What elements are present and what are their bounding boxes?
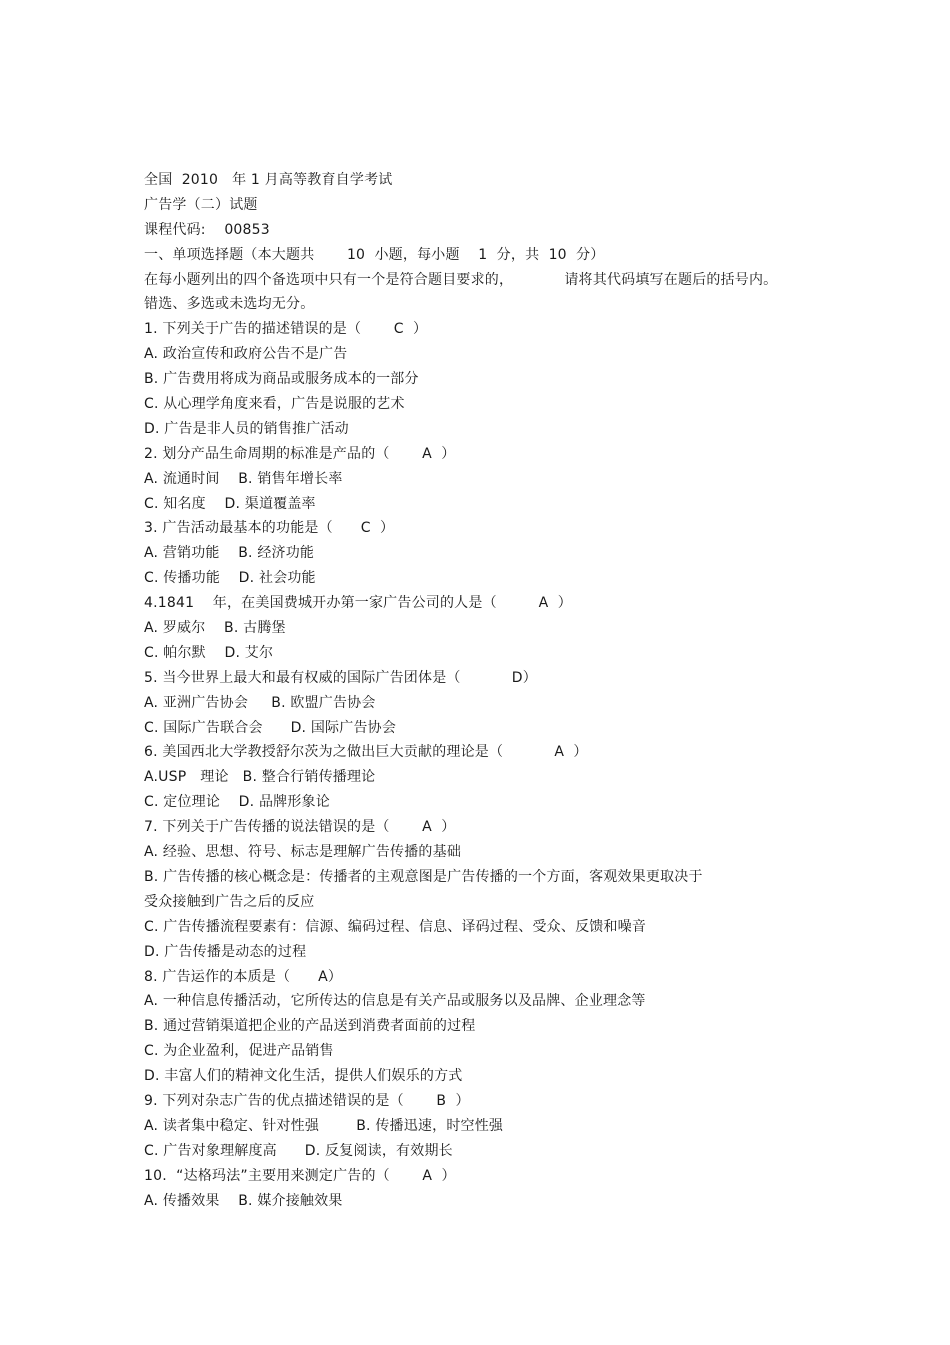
question-4-options: A. 罗威尔 B. 古腾堡 (144, 620, 286, 637)
question-1: 1. 下列关于广告的描述错误的是（ C ） (144, 321, 428, 338)
question-7: 7. 下列关于广告传播的说法错误的是（ A ） (144, 819, 456, 836)
question-10: 10. “达格玛法”主要用来测定广告的（ A ） (144, 1167, 456, 1184)
question-6-options: C. 定位理论 D. 品牌形象论 (144, 794, 330, 811)
question-2: 2. 划分产品生命周期的标准是产品的（ A ） (144, 445, 456, 462)
instruction-line: 在每小题列出的四个备选项中只有一个是符合题目要求的， 请将其代码填写在题后的括号内。 (144, 271, 778, 288)
question-6-options: A.USP 理论 B. 整合行销传播理论 (144, 769, 376, 786)
question-3-options: A. 营销功能 B. 经济功能 (144, 545, 315, 562)
question-2-options: C. 知名度 D. 渠道覆盖率 (144, 495, 316, 512)
exam-header-line: 全国 2010 年 1 月高等教育自学考试 (144, 172, 393, 188)
question-1-option: A. 政治宣传和政府公告不是广告 (144, 346, 348, 363)
question-4-options: C. 帕尔默 D. 艾尔 (144, 644, 274, 661)
question-7-option: A. 经验、思想、符号、标志是理解广告传播的基础 (144, 844, 462, 861)
question-6: 6. 美国西北大学教授舒尔茨为之做出巨大贡献的理论是（ A ） (144, 744, 588, 761)
question-9: 9. 下列对杂志广告的优点描述错误的是（ B ） (144, 1092, 470, 1109)
question-8-option: D. 丰富人们的精神文化生活，提供人们娱乐的方式 (144, 1068, 463, 1085)
exam-subject-title: 广告学（二）试题 (144, 196, 258, 213)
question-9-options: A. 读者集中稳定、针对性强 B. 传播迅速，时空性强 (144, 1117, 504, 1134)
question-8-option: C. 为企业盈利，促进产品销售 (144, 1043, 334, 1060)
question-10-options: A. 传播效果 B. 媒介接触效果 (144, 1192, 343, 1209)
question-7-option: B. 广告传播的核心概念是：传播者的主观意图是广告传播的一个方面，客观效果更取决于 (144, 868, 703, 885)
exam-text-body (144, 168, 924, 1213)
course-code-line: 课程代码: 00853 (144, 221, 270, 238)
question-5: 5. 当今世界上最大和最有权威的国际广告团体是（ D） (144, 669, 537, 686)
question-7-option: D. 广告传播是动态的过程 (144, 943, 307, 960)
question-8-option: A. 一种信息传播活动，它所传达的信息是有关产品或服务以及品牌、企业理念等 (144, 993, 646, 1010)
question-5-options: A. 亚洲广告协会 B. 欧盟广告协会 (144, 694, 376, 711)
question-1-option: B. 广告费用将成为商品或服务成本的一部分 (144, 371, 419, 388)
question-1-option: D. 广告是非人员的销售推广活动 (144, 420, 349, 437)
question-8-option: B. 通过营销渠道把企业的产品送到消费者面前的过程 (144, 1018, 476, 1035)
question-3-options: C. 传播功能 D. 社会功能 (144, 570, 316, 587)
question-5-options: C. 国际广告联合会 D. 国际广告协会 (144, 719, 397, 736)
question-2-options: A. 流通时间 B. 销售年增长率 (144, 470, 343, 487)
question-4: 4.1841 年，在美国费城开办第一家广告公司的人是（ A ） (144, 595, 572, 612)
instruction-line: 错选、多选或未选均无分。 (144, 296, 315, 313)
question-9-options: C. 广告对象理解度高 D. 反复阅读，有效期长 (144, 1142, 453, 1159)
question-7-option-continued: 受众接触到广告之后的反应 (144, 893, 315, 910)
question-1-option: C. 从心理学角度来看，广告是说服的艺术 (144, 396, 405, 413)
question-3: 3. 广告活动最基本的功能是（ C ） (144, 520, 395, 537)
section-heading: 一、单项选择题（本大题共 10 小题，每小题 1 分，共 10 分） (144, 246, 605, 263)
question-8: 8. 广告运作的本质是（ A） (144, 968, 343, 985)
question-7-option: C. 广告传播流程要素有：信源、编码过程、信息、译码过程、受众、反馈和噪音 (144, 918, 647, 935)
